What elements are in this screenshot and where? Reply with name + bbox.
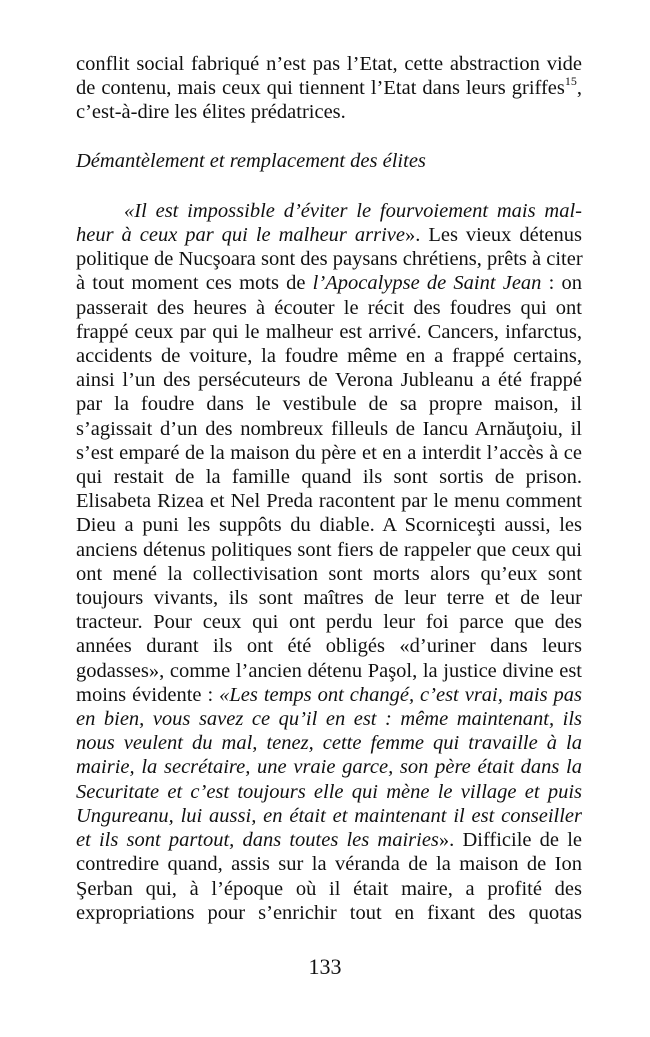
quote-text: heur à ceux par qui le malheur arrive bbox=[76, 224, 405, 247]
section-heading: Démantèlement et remplacement des élites bbox=[76, 149, 426, 172]
text-line bbox=[76, 828, 582, 852]
text-line bbox=[76, 683, 582, 707]
footnote-reference[interactable]: 15 bbox=[564, 74, 577, 89]
text-run: de contenu, mais ceux qui tiennent l’Etat dans leurs griffes bbox=[76, 77, 565, 100]
text-line: années durant ils ont été obligés «d’uriner dans leurs bbox=[76, 635, 582, 658]
text-run: , bbox=[576, 77, 582, 100]
text-line bbox=[76, 804, 582, 828]
text-line: godasses», comme l’ancien détenu Paşol, la justice divine est bbox=[76, 659, 582, 682]
text-line: Şerban qui, à l’époque où il était maire, a profité des bbox=[76, 877, 582, 900]
text-line: expropriations pour s’enrichir tout en fixant des quotas bbox=[76, 901, 582, 924]
text-line: toujours vivants, ils sont maîtres de leur terre et de leur bbox=[76, 587, 582, 610]
text-line: s’agissait d’un des nombreux filleuls de Iancu Arnăuţoiu, il bbox=[76, 417, 582, 440]
page-body bbox=[76, 52, 582, 925]
text-line bbox=[76, 223, 582, 247]
text-run: moins évidente : bbox=[76, 683, 220, 706]
book-title: l’Apocalypse de Saint Jean bbox=[312, 272, 542, 295]
spacer bbox=[76, 173, 582, 199]
quote-text: nous veulent du mal, tenez, cette femme qui travaille à la bbox=[76, 732, 582, 755]
paragraph-main bbox=[76, 199, 582, 925]
text-line bbox=[76, 731, 582, 755]
text-line bbox=[76, 271, 582, 295]
text-line bbox=[76, 780, 582, 804]
text-run: ». Difficile de le bbox=[438, 829, 582, 852]
text-line: conflit social fabriqué n’est pas l’Etat, cette abstraction vide bbox=[76, 53, 582, 75]
text-line bbox=[76, 707, 582, 731]
text-line: qui restait de la famille quand ils sont sortis de prison. bbox=[76, 466, 582, 489]
text-line bbox=[76, 76, 582, 100]
text-line: c’est-à-dire les élites prédatrices. bbox=[76, 101, 346, 124]
quote-text: «Les temps ont changé, c’est vrai, mais pas bbox=[219, 683, 582, 706]
text-line: accidents de voiture, la foudre même en a frappé certains, bbox=[76, 345, 582, 368]
quote-text: Ungureanu, lui aussi, en était et maintenant il est conseiller bbox=[76, 804, 582, 827]
text-line: s’est emparé de la maison du père et en a interdit l’accès à ce bbox=[76, 441, 582, 464]
text-run: à tout moment ces mots de bbox=[76, 272, 313, 295]
text-line: Elisabeta Rizea et Nel Preda racontent par le menu comment bbox=[76, 490, 582, 513]
quote-text: en bien, vous savez ce qu’il en est : même maintenant, ils bbox=[76, 708, 582, 731]
text-line: frappé ceux par qui le malheur est arrivé. Cancers, infarctus, bbox=[76, 320, 582, 343]
text-line: ont mené la collectivisation sont morts alors qu’eux sont bbox=[76, 562, 582, 585]
text-line bbox=[76, 199, 582, 223]
text-line: par la foudre dans le vestibule de sa propre maison, il bbox=[76, 393, 582, 416]
text-run: ». Les vieux détenus bbox=[404, 224, 582, 247]
page-number: 133 bbox=[308, 954, 342, 979]
text-line bbox=[76, 755, 582, 779]
text-line: contredire quand, assis sur la véranda de la maison de Ion bbox=[76, 853, 582, 876]
paragraph-intro bbox=[76, 52, 582, 125]
text-line: politique de Nucşoara sont des paysans chrétiens, prêts à citer bbox=[76, 248, 583, 271]
text-line: anciens détenus politiques sont fiers de rappeler que ceux qui bbox=[76, 538, 582, 561]
text-line: Dieu a puni les suppôts du diable. A Scorniceşti aussi, les bbox=[76, 514, 582, 537]
text-line: tracteur. Pour ceux qui ont perdu leur foi parce que des bbox=[76, 611, 582, 634]
text-line: passerait des heures à écouter le récit des foudres qui ont bbox=[76, 296, 582, 319]
quote-text: mairie, la secrétaire, une vraie garce, son père était dans la bbox=[76, 756, 582, 779]
quote-text: et ils sont partout, dans toutes les mairies bbox=[76, 829, 439, 852]
text-run: : on bbox=[541, 272, 582, 295]
quote-text: «Il est impossible d’éviter le fourvoiement mais mal- bbox=[124, 199, 582, 222]
text-line: ainsi l’un des persécuteurs de Verona Jubleanu a été frappé bbox=[76, 369, 582, 392]
quote-text: Securitate et c’est toujours elle qui mène le village et puis bbox=[76, 780, 582, 803]
